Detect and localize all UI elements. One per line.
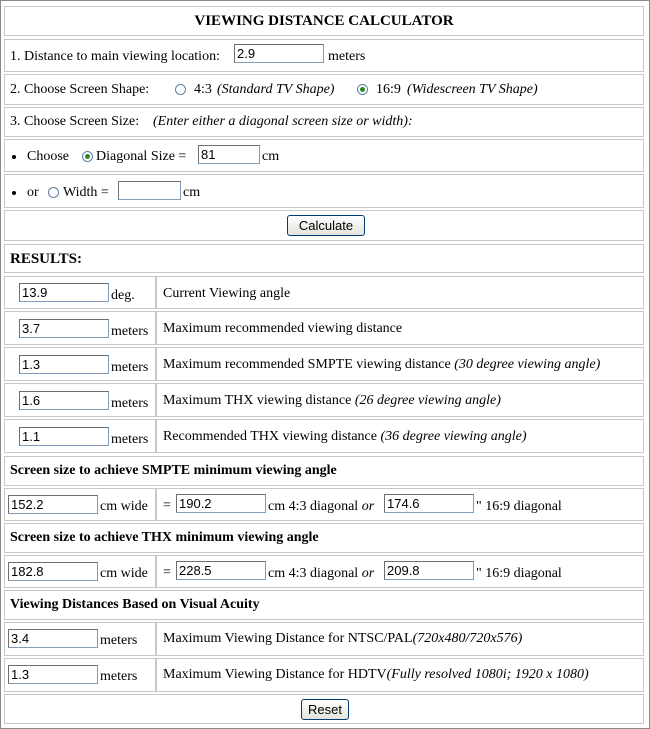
result-desc: Maximum recommended SMPTE viewing distance (30 degree viewing angle) — [163, 357, 601, 372]
screen-shape-row — [4, 74, 644, 105]
result-value[interactable] — [19, 391, 109, 410]
width-lead: or — [27, 185, 39, 200]
smpte-width-unit: cm wide — [100, 499, 148, 514]
diagonal-input[interactable] — [198, 145, 260, 164]
acuity-unit: meters — [100, 633, 138, 648]
thx-diag43-input[interactable] — [176, 561, 266, 580]
page-title: VIEWING DISTANCE CALCULATOR — [194, 13, 454, 29]
diagonal-radio[interactable] — [82, 151, 93, 162]
smpte-heading: Screen size to achieve SMPTE minimum viewing angle — [10, 463, 337, 478]
result-value[interactable] — [19, 427, 109, 446]
result-unit: meters — [111, 432, 149, 447]
reset-button[interactable]: Reset — [301, 699, 349, 720]
smpte-diag43-unit: cm 4:3 diagonal or — [268, 499, 375, 514]
acuity-heading: Viewing Distances Based on Visual Acuity — [10, 597, 260, 612]
thx-size-row — [4, 555, 644, 588]
thx-diag169-input[interactable] — [384, 561, 474, 580]
bullet-icon — [12, 191, 16, 195]
diagonal-row — [4, 139, 644, 172]
result-unit: meters — [111, 396, 149, 411]
thx-width-unit: cm wide — [100, 566, 148, 581]
acuity-note: (Fully resolved 1080i; 1920 x 1080) — [386, 667, 589, 682]
diagonal-label: Diagonal Size = — [96, 149, 187, 164]
smpte-diag169-unit: " 16:9 diagonal — [476, 499, 562, 514]
shape-4-3-radio[interactable] — [175, 84, 186, 95]
result-row — [4, 276, 644, 309]
results-heading-row — [4, 244, 644, 273]
result-value[interactable] — [19, 355, 109, 374]
width-row — [4, 174, 644, 208]
acuity-row — [4, 658, 644, 692]
screen-shape-label: 2. Choose Screen Shape: — [10, 82, 150, 97]
smpte-diag169-input[interactable] — [384, 494, 474, 513]
smpte-width-input[interactable] — [8, 495, 98, 514]
result-desc: Maximum recommended viewing distance — [163, 321, 403, 336]
result-desc: Maximum THX viewing distance (26 degree viewing angle) — [163, 393, 501, 408]
thx-diag169-unit: " 16:9 diagonal — [476, 566, 562, 581]
result-note: (30 degree viewing angle) — [454, 357, 601, 372]
acuity-unit: meters — [100, 669, 138, 684]
result-unit: meters — [111, 324, 149, 339]
smpte-size-row — [4, 488, 644, 521]
screen-size-label: 3. Choose Screen Size: — [10, 114, 140, 129]
smpte-heading-row — [4, 456, 644, 486]
title-row — [4, 6, 644, 36]
result-value[interactable] — [19, 283, 109, 302]
bullet-icon — [12, 155, 16, 159]
shape-4-3-label: 4:3 — [194, 82, 212, 97]
screen-size-row — [4, 107, 644, 137]
thx-diag43-unit: cm 4:3 diagonal or — [268, 566, 375, 581]
diagonal-unit: cm — [262, 149, 280, 164]
result-row — [4, 347, 644, 381]
result-row — [4, 311, 644, 345]
shape-16-9-desc: (Widescreen TV Shape) — [407, 82, 538, 97]
distance-unit: meters — [328, 49, 366, 64]
acuity-row — [4, 622, 644, 656]
reset-row — [4, 694, 644, 724]
results-heading: RESULTS: — [10, 251, 82, 267]
result-value[interactable] — [19, 319, 109, 338]
width-unit: cm — [183, 185, 201, 200]
thx-heading-row — [4, 523, 644, 553]
result-note: (26 degree viewing angle) — [354, 393, 501, 408]
shape-16-9-label: 16:9 — [376, 82, 401, 97]
acuity-note: (720x480/720x576) — [412, 631, 523, 646]
result-unit: deg. — [111, 288, 135, 303]
smpte-diag43-input[interactable] — [176, 494, 266, 513]
distance-label: 1. Distance to main viewing location: — [10, 49, 220, 64]
distance-row — [4, 39, 644, 72]
acuity-desc: Maximum Viewing Distance for HDTV(Fully resolved 1080i; 1920 x 1080) — [163, 667, 589, 682]
result-row — [4, 419, 644, 453]
result-note: (36 degree viewing angle) — [380, 429, 527, 444]
result-unit: meters — [111, 360, 149, 375]
shape-4-3-desc: (Standard TV Shape) — [217, 82, 335, 97]
thx-heading: Screen size to achieve THX minimum viewing angle — [10, 530, 319, 545]
acuity-heading-row — [4, 590, 644, 620]
equals-sign: = — [163, 498, 171, 513]
result-desc: Current Viewing angle — [163, 286, 291, 301]
result-desc: Recommended THX viewing distance (36 degree viewing angle) — [163, 429, 527, 444]
equals-sign: = — [163, 565, 171, 580]
screen-size-hint: (Enter either a diagonal screen size or width): — [153, 114, 413, 129]
width-radio[interactable] — [48, 187, 59, 198]
calculate-row — [4, 210, 644, 241]
diagonal-lead: Choose — [27, 149, 69, 164]
shape-16-9-radio[interactable] — [357, 84, 368, 95]
calculate-button[interactable]: Calculate — [287, 215, 365, 236]
thx-width-input[interactable] — [8, 562, 98, 581]
distance-input[interactable] — [234, 44, 324, 63]
width-label: Width = — [63, 185, 109, 200]
acuity-desc: Maximum Viewing Distance for NTSC/PAL(720x480/720x576) — [163, 631, 523, 646]
width-input[interactable] — [118, 181, 181, 200]
acuity-value[interactable] — [8, 629, 98, 648]
acuity-value[interactable] — [8, 665, 98, 684]
result-row — [4, 383, 644, 417]
